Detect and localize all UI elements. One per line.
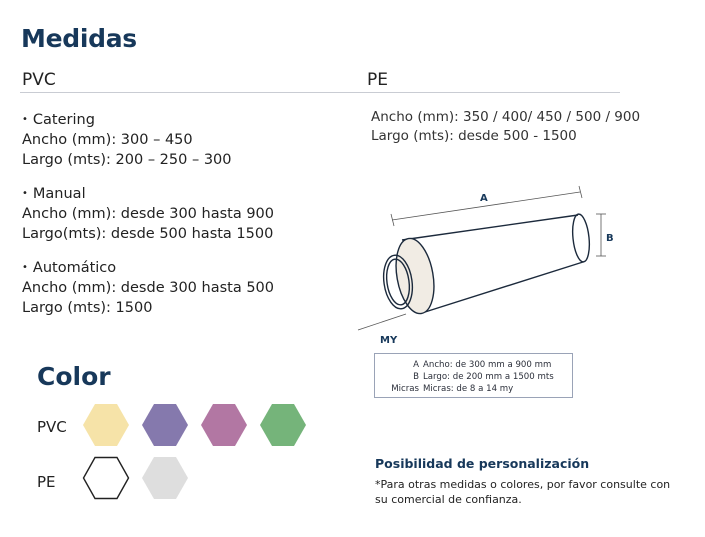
pvc-group-catering [22, 110, 342, 170]
spec-line: Largo (mts): desde 500 - 1500 [371, 128, 577, 144]
group-title: Manual [32, 186, 86, 202]
film-roll-diagram [350, 180, 630, 350]
bullet-icon: • [22, 262, 28, 273]
color-title: Color [37, 362, 111, 391]
spec-line: Ancho (mm): 300 – 450 [22, 132, 193, 148]
color-swatch-purple [141, 403, 189, 447]
legend-key: B [413, 372, 419, 382]
legend-key: A [413, 360, 419, 370]
group-title: Automático [32, 260, 117, 276]
legend-text: Largo: de 200 mm a 1500 mts [423, 372, 554, 382]
customization-title: Posibilidad de personalización [375, 456, 590, 471]
customization-note: *Para otras medidas o colores, por favor consulte con su comercial de confianza. [375, 478, 671, 506]
diagram-label-my: MY [380, 335, 398, 346]
legend-row [379, 383, 568, 395]
dimension-my-line [358, 314, 406, 330]
page-title: Medidas [21, 24, 137, 53]
pvc-spec-list [22, 110, 342, 332]
color-swatch-green [259, 403, 307, 447]
color-swatch-light-gray [141, 456, 189, 500]
spec-line: Ancho (mm): desde 300 hasta 500 [22, 280, 274, 296]
legend-key: Micras [391, 384, 419, 394]
roll-end-far [571, 213, 592, 262]
diagram-label-b: B [606, 233, 614, 244]
pe-color-label: PE [37, 473, 56, 491]
pvc-section-title: PVC [22, 70, 56, 90]
group-title: Catering [32, 112, 95, 128]
bullet-icon: • [22, 114, 28, 125]
pe-section-title: PE [367, 70, 388, 90]
spec-line: Largo(mts): desde 500 hasta 1500 [22, 226, 274, 242]
pvc-group-automatico [22, 258, 342, 318]
color-swatch-transparent [82, 456, 130, 500]
pvc-group-manual [22, 184, 342, 244]
legend-text: Micras: de 8 a 14 my [423, 384, 514, 394]
spec-line: Largo (mts): 1500 [22, 300, 153, 316]
header-divider [20, 92, 620, 93]
spec-line: Ancho (mm): 350 / 400/ 450 / 500 / 900 [371, 109, 641, 125]
dimension-legend [374, 353, 573, 398]
color-swatch-cream [82, 403, 130, 447]
pe-spec-list [371, 108, 640, 146]
color-swatch-mauve [200, 403, 248, 447]
diagram-label-a: A [480, 193, 488, 204]
legend-row [379, 359, 568, 371]
spec-line: Largo (mts): 200 – 250 – 300 [22, 152, 232, 168]
spec-line: Ancho (mm): desde 300 hasta 900 [22, 206, 274, 222]
legend-text: Ancho: de 300 mm a 900 mm [423, 360, 552, 370]
bullet-icon: • [22, 188, 28, 199]
pvc-color-label: PVC [37, 418, 67, 436]
legend-row [379, 371, 568, 383]
